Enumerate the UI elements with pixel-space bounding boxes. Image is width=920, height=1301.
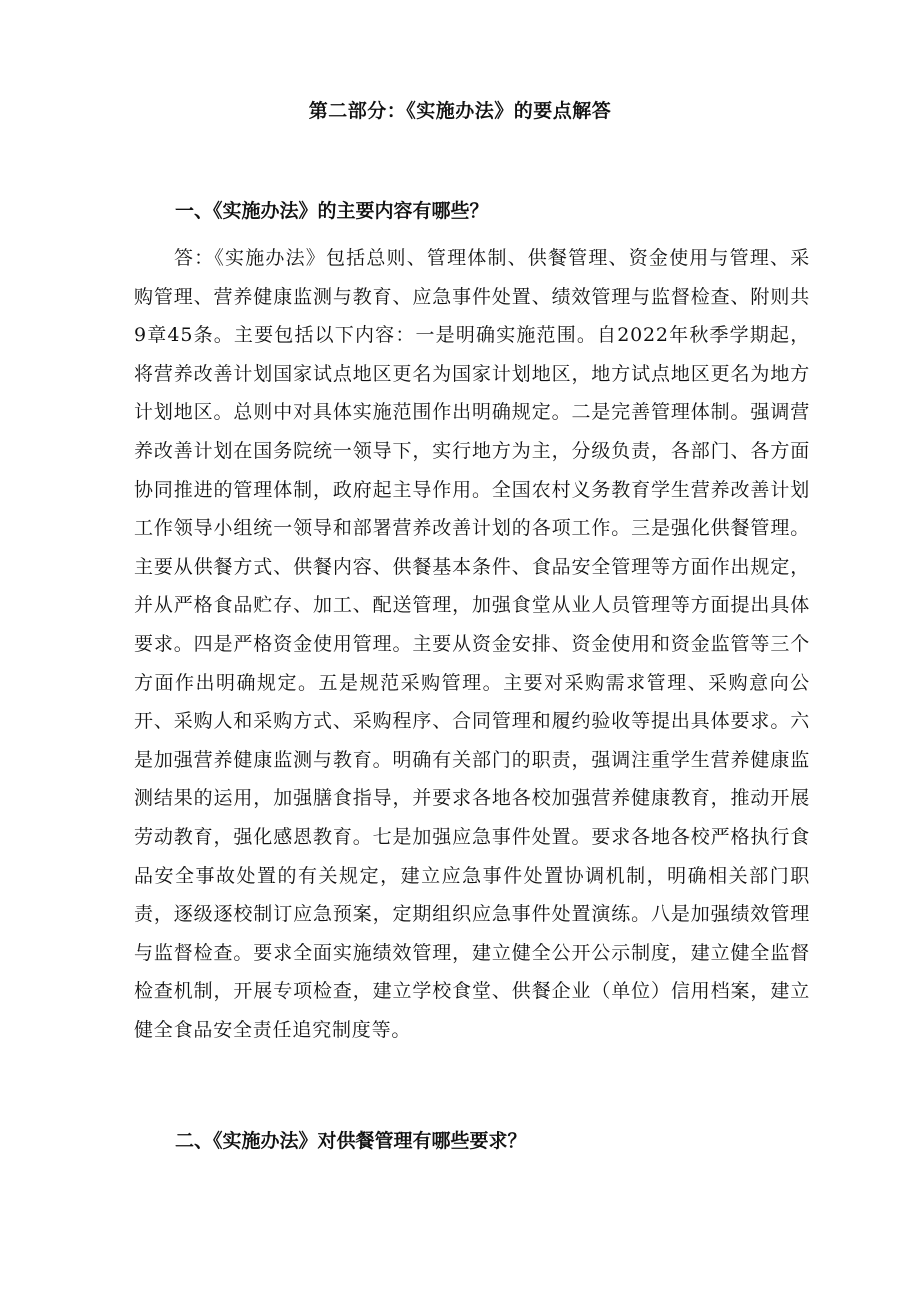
section-heading-1: 一、《实施办法》的主要内容有哪些？ (175, 200, 489, 222)
page-title: 第二部分：《实施办法》的要点解答 (308, 100, 612, 122)
section-heading-2: 二、《实施办法》对供餐管理有哪些要求？ (175, 1130, 527, 1152)
section-1-answer: 答：《实施办法》包括总则、管理体制、供餐管理、资金使用与管理、采购管理、营养健康监测与教育、应急事件处置、绩效管理与监督检查、附则共9章45条。主要包括以下内容：一是明确实施范围。自2022年秋季学期起，将营养改善计划国家试点地区更名为国家计划地区，地方试点地区更名为地方计划地区。总则中对具体实施范围作出明确规定。二是完善管理体制。强调营养改善计划在国务院统一领导下，实行地方为主，分级负责，各部门、各方面协同推进的管理体制，政府起主导作用。全国农村义务教育学生营养改善计划工作领导小组统一领导和部署营养改善计划的各项工作。三是强化供餐管理。主要从供餐方式、供餐内容、供餐基本条件、食品安全管理等方面作出规定，并从严格食品贮存、加工、配送管理，加强食堂从业人员管理等方面提出具体要求。四是严格资金使用管理。主要从资金安排、资金使用和资金监管等三个方面作出明确规定。五是规范采购管理。主要对采购需求管理、采购意向公开、采购人和采购方式、采购程序、合同管理和履约验收等提出具体要求。六是加强营养健康监测与教育。明确有关部门的职责，强调注重学生营养健康监测结果的运用，加强膳食指导，并要求各地各校加强营养健康教育，推动开展劳动教育，强化感恩教育。七是加强应急事件处置。要求各地各校严格执行食品安全事故处置的有关规定，建立应急事件处置协调机制，明确相关部门职责，逐级逐校制订应急预案，定期组织应急事件处置演练。八是加强绩效管理与监督检查。要求全面实施绩效管理，建立健全公开公示制度，建立健全监督检查机制，开展专项检查，建立学校食堂、供餐企业（单位）信用档案，建立健全食品安全责任追究制度等。 (134, 247, 810, 1041)
